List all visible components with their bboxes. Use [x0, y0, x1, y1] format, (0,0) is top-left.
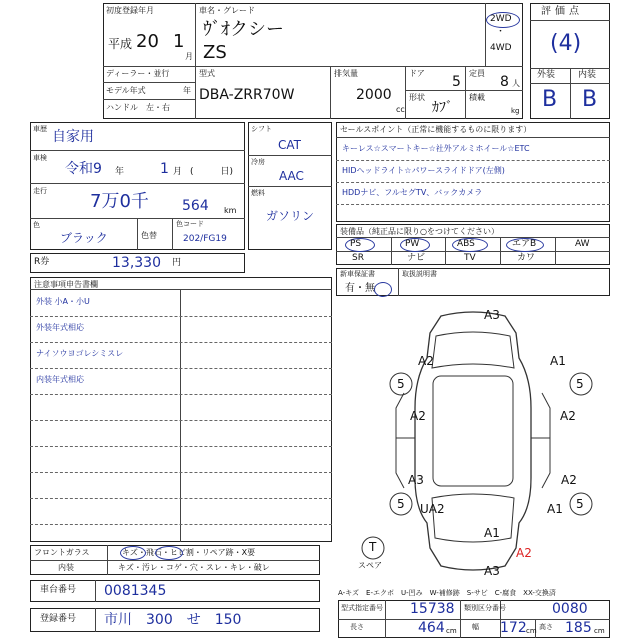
damage-legend: A-キズ E-エクボ U-凹み W-補修跡 S-サビ C-腐食 XX-交換済	[338, 589, 556, 597]
color-label: 色	[33, 221, 40, 229]
era-label: 平成	[108, 37, 133, 51]
eval-label: 評価点	[541, 6, 583, 17]
width-value: 172	[500, 620, 527, 636]
type-label: 型式	[199, 69, 215, 78]
displacement-label: 排気量	[334, 69, 358, 78]
note-4: 内装年式相応	[36, 375, 84, 384]
mark-a1-rear-right: A1	[547, 502, 563, 516]
warranty-none-circle	[374, 282, 392, 297]
width-label: 幅	[472, 623, 479, 631]
warranty-value: 有・無	[345, 283, 375, 294]
height-unit: cm	[594, 627, 605, 635]
recycle-value: 13,330	[112, 255, 161, 271]
capacity-unit: 人	[512, 79, 520, 88]
length-label: 長さ	[350, 623, 364, 631]
spare-value: T	[369, 540, 377, 554]
warranty-label: 新車保証書	[340, 270, 375, 278]
length-value: 464	[418, 620, 445, 636]
glass-interior-items: キズ・汚レ・コゲ・穴・スレ・キレ・破レ	[118, 563, 270, 572]
width-unit: cm	[526, 627, 537, 635]
mark-5-front-left: 5	[397, 377, 405, 391]
height-label: 高さ	[539, 623, 553, 631]
length-unit: cm	[446, 627, 457, 635]
spare-label: スペア	[358, 561, 382, 570]
recycle-label: R券	[34, 257, 50, 267]
first-reg-label: 初度登録年月	[106, 6, 154, 15]
plate-value: 市川 300 せ 150	[104, 612, 242, 628]
color-code-value: 202/FG19	[183, 234, 227, 244]
cc-unit: cc	[396, 105, 405, 114]
mark-a3-bottom: A3	[484, 564, 500, 578]
capacity-label: 定員	[469, 69, 485, 78]
dealer-label: ディーラー・並行	[106, 69, 170, 78]
mark-a2-right-door: A2	[560, 409, 576, 423]
mark-5-rear-left: 5	[397, 497, 405, 511]
eval-score: (4)	[550, 31, 582, 56]
class-number-label: 類別区分番号	[464, 604, 506, 612]
use-value: 自家用	[52, 129, 94, 145]
car-diagram	[336, 298, 610, 588]
chassis-value: 0081345	[104, 583, 167, 599]
reg-month: 1	[173, 31, 185, 52]
inspection-month: 1	[160, 161, 169, 177]
sales-point-2: HIDヘッドライト☆パワースライドドア(左側)	[342, 166, 505, 175]
mark-a1-rear-center: A1	[484, 526, 500, 540]
mark-a3-top: A3	[484, 308, 500, 322]
exterior-label: 外装	[537, 70, 556, 80]
interior-label: 内装	[578, 70, 597, 80]
type-number-value: 15738	[410, 601, 455, 617]
mark-a3-rear-left: A3	[408, 473, 424, 487]
drive-2wd: 2WD	[490, 14, 512, 24]
mark-a2-left: A2	[418, 354, 434, 368]
height-value: 185	[565, 620, 592, 636]
shift-label: シフト	[251, 125, 272, 133]
color-code-label: 色コード	[176, 220, 204, 228]
shape-value: ｶﾌﾞ	[432, 100, 453, 116]
mark-5-front-right: 5	[576, 377, 584, 391]
car-name-label: 車名・グレード	[199, 6, 255, 15]
equip-sr: SR	[352, 253, 364, 263]
equipment-title: 装備品（純正品に限り○をつけてください）	[340, 227, 499, 236]
fuel-value: ガソリン	[266, 209, 315, 223]
equip-ps: PS	[350, 239, 362, 249]
handle-label: ハンドル 左・右	[106, 103, 170, 112]
cooler-value: AAC	[279, 169, 304, 183]
glass-stone-circle	[155, 546, 183, 560]
inspection-label: 車検	[33, 154, 47, 162]
mileage-value: 7万0千	[90, 191, 149, 212]
displacement-value: 2000	[356, 87, 392, 103]
model-year-unit: 年	[183, 86, 191, 95]
glass-items: キズ・飛石・ヒビ割・リペア跡・X要	[122, 548, 256, 557]
door-value: 5	[452, 74, 461, 90]
mark-5-rear-right: 5	[576, 497, 584, 511]
era-year: 20	[136, 31, 159, 52]
equip-pw: PW	[405, 239, 420, 249]
sales-point-3: HDDナビ、フルセグTV、バックカメラ	[342, 188, 483, 197]
capacity-value: 8	[500, 74, 509, 90]
manual-label: 取扱説明書	[402, 270, 437, 278]
km-unit: km	[224, 206, 237, 215]
inspection-era: 令和9	[65, 161, 102, 177]
load-label: 積載	[469, 93, 485, 102]
fuel-label: 燃料	[251, 189, 265, 197]
mileage-label: 走行	[33, 187, 47, 195]
inspection-month-unit: 月	[173, 167, 183, 177]
glass-scratch-circle	[120, 546, 146, 560]
interior-grade: B	[582, 87, 598, 112]
mark-ua2: UA2	[420, 502, 445, 516]
inspection-day: ( 日)	[190, 167, 234, 177]
class-number-value: 0080	[552, 601, 588, 617]
plate-label: 登録番号	[40, 614, 77, 624]
notes-title: 注意事項申告書欄	[34, 280, 98, 289]
sales-points-title: セールスポイント（正常に機能するものに限ります）	[340, 125, 532, 134]
mark-a2-left-door: A2	[410, 409, 426, 423]
month-unit: 月	[185, 52, 193, 61]
door-label: ドア	[409, 69, 425, 78]
mark-a2-rear-right: A2	[561, 473, 577, 487]
glass-interior-label: 内装	[58, 563, 74, 572]
car-name: ｳﾞｵクシー	[203, 19, 284, 40]
chassis-label: 車台番号	[40, 585, 77, 595]
color-value: ブラック	[60, 231, 108, 245]
equip-abs: ABS	[457, 239, 475, 249]
header-block	[103, 3, 523, 119]
inspection-year-unit: 年	[115, 167, 125, 177]
sales-point-1: キーレス☆スマートキー☆社外アルミホイール☆ETC	[342, 144, 530, 153]
mileage-extra: 564	[182, 198, 209, 214]
mark-a1-right: A1	[550, 354, 566, 368]
cooler-label: 冷房	[251, 158, 265, 166]
equip-leather: カワ	[517, 253, 536, 263]
note-2: 外装年式相応	[36, 323, 84, 332]
recycle-unit: 円	[172, 258, 182, 268]
type-value: DBA-ZRR70W	[199, 87, 295, 103]
note-1: 外装 小A・小U	[36, 297, 90, 306]
glass-label: フロントガラス	[34, 548, 90, 557]
mark-a2-rear-bumper: A2	[516, 546, 532, 560]
grade: ZS	[203, 42, 227, 63]
equip-aw: AW	[575, 239, 590, 249]
equip-airbag: エアB	[512, 239, 537, 249]
color-swatch-label: 色替	[141, 231, 157, 240]
use-label: 車歴	[33, 125, 47, 133]
exterior-grade: B	[542, 87, 558, 112]
equip-navi: ナビ	[407, 253, 426, 263]
drive-4wd: 4WD	[490, 43, 512, 53]
kg-unit: kg	[511, 107, 520, 115]
equip-tv: TV	[464, 253, 476, 263]
note-3: ナイソウヨゴレシミスレ	[36, 349, 124, 358]
shape-label: 形状	[409, 93, 425, 102]
shift-value: CAT	[278, 138, 301, 152]
drive-dot: ・	[496, 27, 506, 37]
model-year-label: モデル年式	[106, 86, 146, 95]
type-number-label: 型式指定番号	[341, 604, 383, 612]
